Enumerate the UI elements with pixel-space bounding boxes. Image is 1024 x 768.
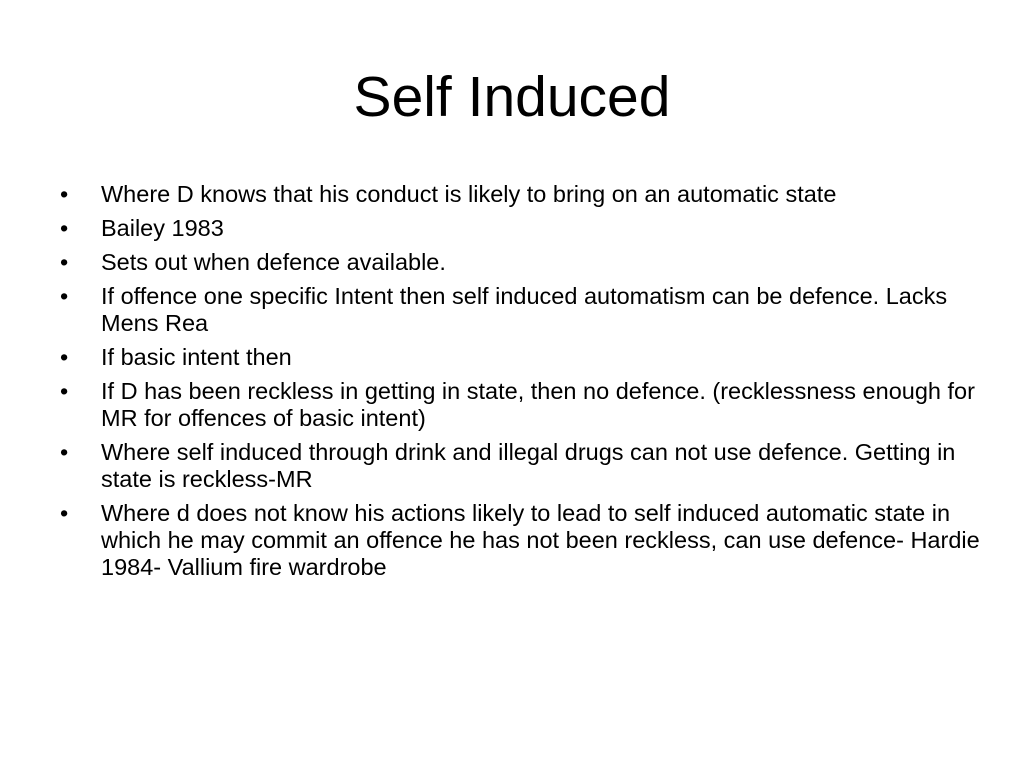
- bullet-list: [60, 181, 980, 588]
- bullet-icon: •: [60, 500, 69, 526]
- bullet-item: [60, 283, 980, 337]
- bullet-text: Where self induced through drink and illegal drugs can not use defence. Getting in state is reckless-MR: [101, 439, 956, 492]
- bullet-item: [60, 439, 980, 493]
- bullet-text: If basic intent then: [101, 344, 292, 370]
- bullet-icon: •: [60, 344, 69, 370]
- bullet-icon: •: [60, 439, 69, 465]
- bullet-item: [60, 378, 980, 432]
- bullet-text: Sets out when defence available.: [101, 249, 446, 275]
- bullet-item: [60, 344, 980, 371]
- bullet-icon: •: [60, 283, 69, 309]
- bullet-icon: •: [60, 181, 69, 207]
- bullet-item: [60, 215, 980, 242]
- bullet-item: [60, 249, 980, 276]
- bullet-text: Bailey 1983: [101, 215, 224, 241]
- bullet-icon: •: [60, 249, 69, 275]
- bullet-icon: •: [60, 215, 69, 241]
- bullet-icon: •: [60, 378, 69, 404]
- bullet-text: If D has been reckless in getting in state, then no defence. (recklessness enough for MR for offences of basic intent): [101, 378, 975, 431]
- bullet-text: If offence one specific Intent then self induced automatism can be defence. Lacks Mens Rea: [101, 283, 948, 336]
- bullet-item: [60, 500, 980, 581]
- bullet-text: Where d does not know his actions likely to lead to self induced automatic state in which he may commit an offence he has not been reckless, can use defence- Hardie 1984- Vallium fire wardrobe: [101, 500, 980, 580]
- slide-title: Self Induced: [353, 65, 671, 129]
- bullet-text: Where D knows that his conduct is likely to bring on an automatic state: [101, 181, 837, 207]
- bullet-item: [60, 181, 980, 208]
